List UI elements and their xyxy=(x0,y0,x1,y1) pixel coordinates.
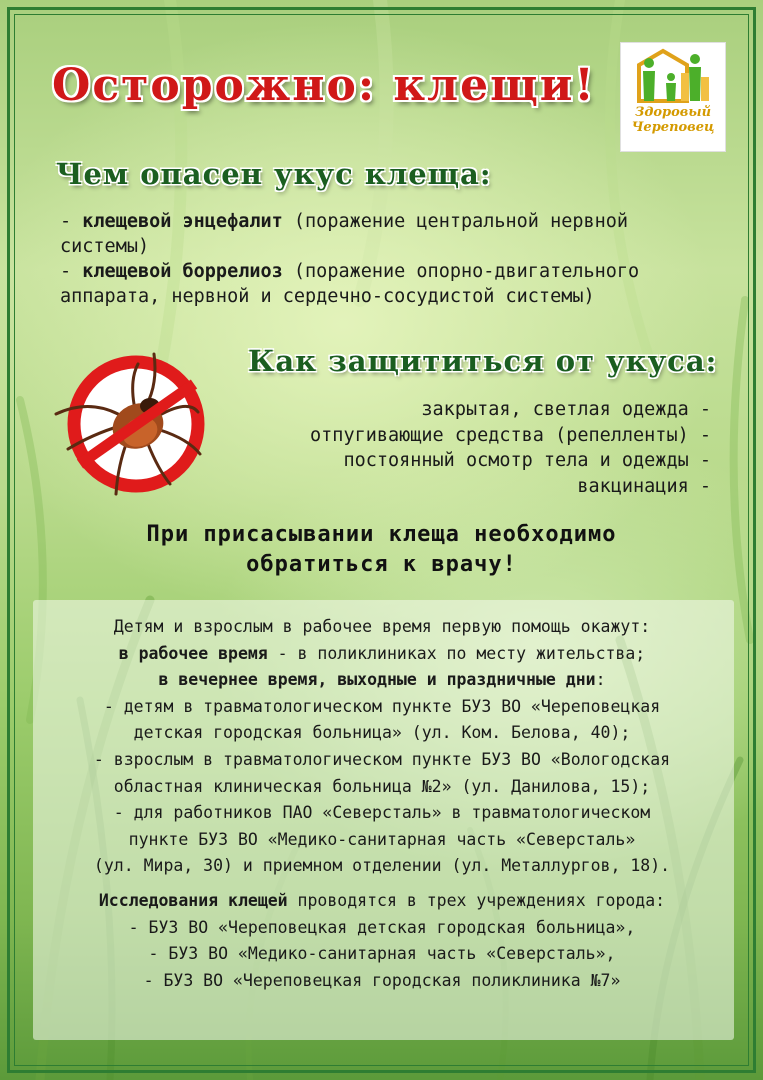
poster-title: Осторожно: клещи! xyxy=(52,60,596,111)
protect-item: закрытая, светлая одежда - xyxy=(421,399,711,420)
danger-item-name: клещевой энцефалит xyxy=(82,211,283,232)
info-work-hours: в рабочее время - в поликлиниках по месту жительства; xyxy=(118,643,646,663)
info-intro: Детям и взрослым в рабочее время первую помощь окажут: xyxy=(113,617,651,636)
danger-item: - клещевой энцефалит (поражение центральной нервной системы) xyxy=(60,211,629,257)
protect-item: постоянный осмотр тела и одежды - xyxy=(343,450,711,471)
logo-line-1: Здоровый xyxy=(634,105,712,120)
info-evening-hours: в вечернее время, выходные и праздничные дни: xyxy=(158,670,606,690)
danger-heading: Чем опасен укус клеща: xyxy=(56,157,492,191)
research-intro: Исследования клещей проводятся в трех учреждениях города: xyxy=(98,890,666,910)
protect-heading: Как защититься от укуса: xyxy=(248,344,718,378)
danger-list xyxy=(60,209,720,309)
warning-line-1: При присасывании клеща необходимо xyxy=(146,522,617,547)
no-tick-icon xyxy=(48,344,213,504)
info-line: - детям в травматологическом пункте БУЗ ВО «Череповецкая xyxy=(103,696,661,716)
doctor-warning xyxy=(40,520,723,580)
info-line: детская городская больница» (ул. Ком. Белова, 40); xyxy=(133,723,631,743)
first-aid-info xyxy=(36,614,728,994)
research-line: - БУЗ ВО «Череповецкая детская городская больница», xyxy=(128,917,636,937)
danger-item-name: клещевой боррелиоз xyxy=(82,261,283,282)
logo-line-2: Череповец xyxy=(631,120,715,135)
info-line: - для работников ПАО «Северсталь» в травматологическом xyxy=(113,803,651,823)
danger-item: - клещевой боррелиоз (поражение опорно-двигательного аппарата, нервной и сердечно-сосудистой системы) xyxy=(60,261,640,307)
zdorovy-cherepovets-logo xyxy=(620,42,726,152)
info-line: - взрослым в травматологическом пункте БУЗ ВО «Вологодская xyxy=(93,749,671,769)
warning-line-2: обратиться к врачу! xyxy=(246,552,517,577)
info-line: областная клиническая больница №2» (ул. Данилова, 15); xyxy=(113,776,651,796)
research-line: - БУЗ ВО «Медико-санитарная часть «Северсталь», xyxy=(148,944,616,964)
protect-list xyxy=(251,397,711,499)
info-line: пункте БУЗ ВО «Медико-санитарная часть «Северсталь» xyxy=(128,829,636,849)
family-house-icon xyxy=(621,43,727,105)
info-line: (ул. Мира, 30) и приемном отделении (ул. Металлургов, 18). xyxy=(93,856,671,876)
protect-item: вакцинация - xyxy=(577,475,711,497)
protect-item: отпугивающие средства (репелленты) - xyxy=(310,424,711,446)
research-line: - БУЗ ВО «Череповецкая городская поликлиника №7» xyxy=(143,970,621,990)
